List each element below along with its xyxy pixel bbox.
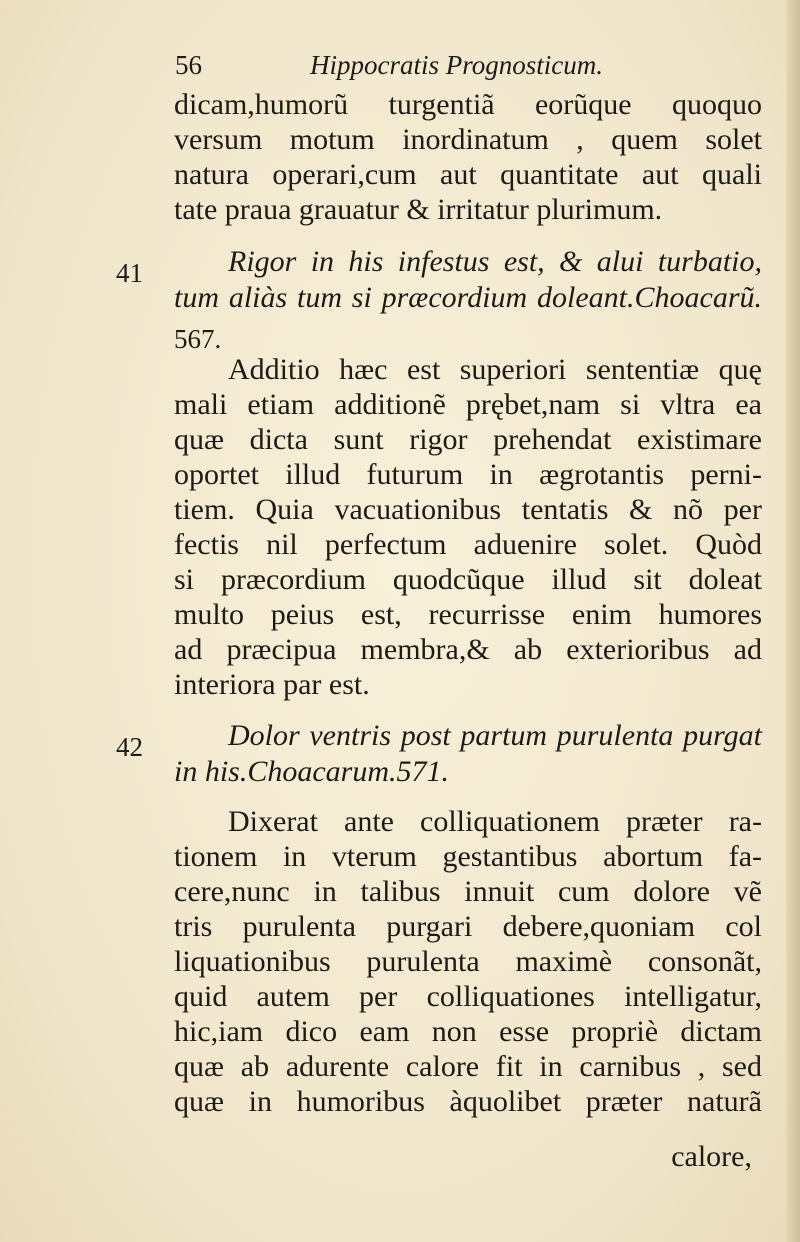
commentary-41-line-1: Additio hæc est superiori sententiæ quę — [228, 353, 762, 386]
text-line-2: versum motum inordinatum , quem solet — [174, 123, 762, 156]
aphorism-41-line-1: Rigor in his infestus est, & alui turbatio, — [228, 245, 762, 278]
commentary-41-line-6: fectis nil perfectum aduenire solet. Quòd — [174, 528, 762, 561]
commentary-41-line-4: oportet illud futurum in ægrotantis perni- — [174, 458, 762, 491]
page-header — [175, 50, 715, 90]
aphorism-42-line-1: Dolor ventris post partum purulenta purgat — [228, 719, 762, 752]
commentary-42-line-9: quæ in humoribus àquolibet præter naturã — [174, 1085, 762, 1118]
aphorism-42-line-2: in his.Choacarum.571. — [174, 755, 450, 788]
commentary-42-line-1: Dixerat ante colliquationem præter ra- — [228, 805, 762, 838]
commentary-41-line-3: quæ dicta sunt rigor prehendat existimare — [174, 423, 762, 456]
running-title: Hippocratis Prognosticum. — [310, 50, 603, 80]
commentary-42-line-6: quid autem per colliquationes intelligatur, — [174, 980, 762, 1013]
commentary-41-line-5: tiem. Quia vacuationibus tentatis & nõ per — [174, 493, 762, 526]
text-line-4: tate praua grauatur & irritatur plurimum. — [174, 193, 663, 226]
commentary-41-line-9: ad præcipua membra,& ab exterioribus ad — [174, 633, 762, 666]
commentary-41-line-8: multo peius est, recurrisse enim humores — [174, 598, 762, 631]
aphorism-41-line-2: tum aliàs tum si præcordium doleant.Choacarũ. — [174, 281, 762, 314]
commentary-42-line-8: quæ ab adurente calore fit in carnibus , sed — [174, 1050, 762, 1083]
commentary-42-line-5: liquationibus purulenta maximè consonãt, — [174, 945, 762, 978]
commentary-42-line-7: hic,iam dico eam non esse propriè dictam — [174, 1015, 762, 1048]
page-number: 56 — [175, 50, 202, 80]
margin-number-41: 41 — [116, 258, 143, 288]
aphorism-41-reference: 567. — [174, 324, 222, 354]
margin-number-42: 42 — [116, 732, 143, 762]
commentary-42-line-2: tionem in vterum gestantibus abortum fa- — [174, 840, 762, 873]
commentary-41-line-10: interiora par est. — [174, 668, 370, 701]
page-edge — [786, 0, 800, 1242]
commentary-42-line-4: tris purulenta purgari debere,quoniam col — [174, 910, 762, 943]
text-line-3: natura operari,cum aut quantitate aut quali — [174, 158, 762, 191]
commentary-41-line-7: si præcordium quodcũque illud sit doleat — [174, 563, 762, 596]
commentary-41-line-2: mali etiam additionẽ prębet,nam si vltra ea — [174, 388, 762, 421]
text-line-1: dicam,humorũ turgentiã eorũque quoquo — [174, 88, 762, 121]
catchword: calore, — [671, 1140, 752, 1173]
commentary-42-line-3: cere,nunc in talibus innuit cum dolore vẽ — [174, 875, 762, 908]
